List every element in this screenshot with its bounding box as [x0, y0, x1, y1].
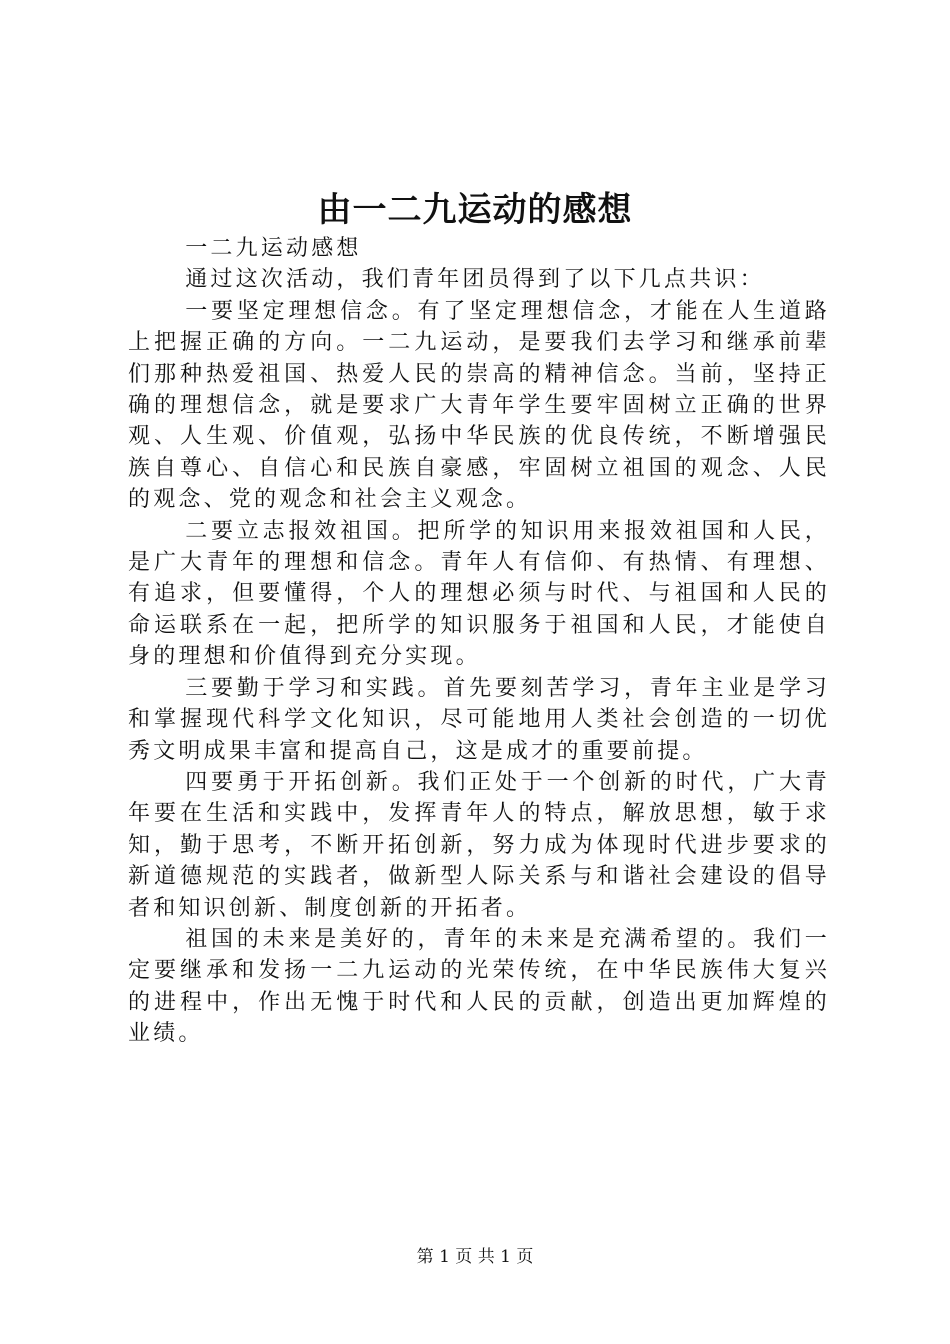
paragraph-point-1: 一要坚定理想信念。有了坚定理想信念，才能在人生道路上把握正确的方向。一二九运动，是要我们去学习和继承前辈们那种热爱祖国、热爱人民的崇高的精神信念。当前，坚持正确的理想信念，就是要求广大青年学生要牢固树立正确的世界观、人生观、价值观，弘扬中华民族的优良传统，不断增强民族自尊心、自信心和民族自豪感，牢固树立祖国的观念、人民的观念、党的观念和社会主义观念。	[128, 298, 830, 513]
document-title: 由一二九运动的感想	[317, 190, 633, 230]
document-body	[128, 233, 830, 1050]
paragraph-intro: 通过这次活动，我们青年团员得到了以下几点共识：	[185, 267, 765, 293]
paragraph-point-2: 二要立志报效祖国。把所学的知识用来报效祖国和人民，是广大青年的理想和信念。青年人有信仰、有热情、有理想、有追求，但要懂得，个人的理想必须与时代、与祖国和人民的命运联系在一起，把所学的知识服务于祖国和人民，才能使自身的理想和价值得到充分实现。	[128, 518, 830, 670]
paragraph-point-4: 四要勇于开拓创新。我们正处于一个创新的时代，广大青年要在生活和实践中，发挥青年人的特点，解放思想，敏于求知，勤于思考，不断开拓创新，努力成为体现时代进步要求的新道德规范的实践者，做新型人际关系与和谐社会建设的倡导者和知识创新、制度创新的开拓者。	[128, 769, 830, 921]
paragraph-heading: 一二九运动感想	[185, 236, 362, 261]
page-footer: 第 1 页 共 1 页	[416, 1247, 534, 1267]
paragraph-point-3: 三要勤于学习和实践。首先要刻苦学习，青年主业是学习和掌握现代科学文化知识，尽可能地用人类社会创造的一切优秀文明成果丰富和提高自己，这是成才的重要前提。	[128, 675, 830, 764]
paragraph-conclusion: 祖国的未来是美好的，青年的未来是充满希望的。我们一定要继承和发扬一二九运动的光荣传统，在中华民族伟大复兴的进程中，作出无愧于时代和人民的贡献，创造出更加辉煌的业绩。	[128, 926, 830, 1047]
